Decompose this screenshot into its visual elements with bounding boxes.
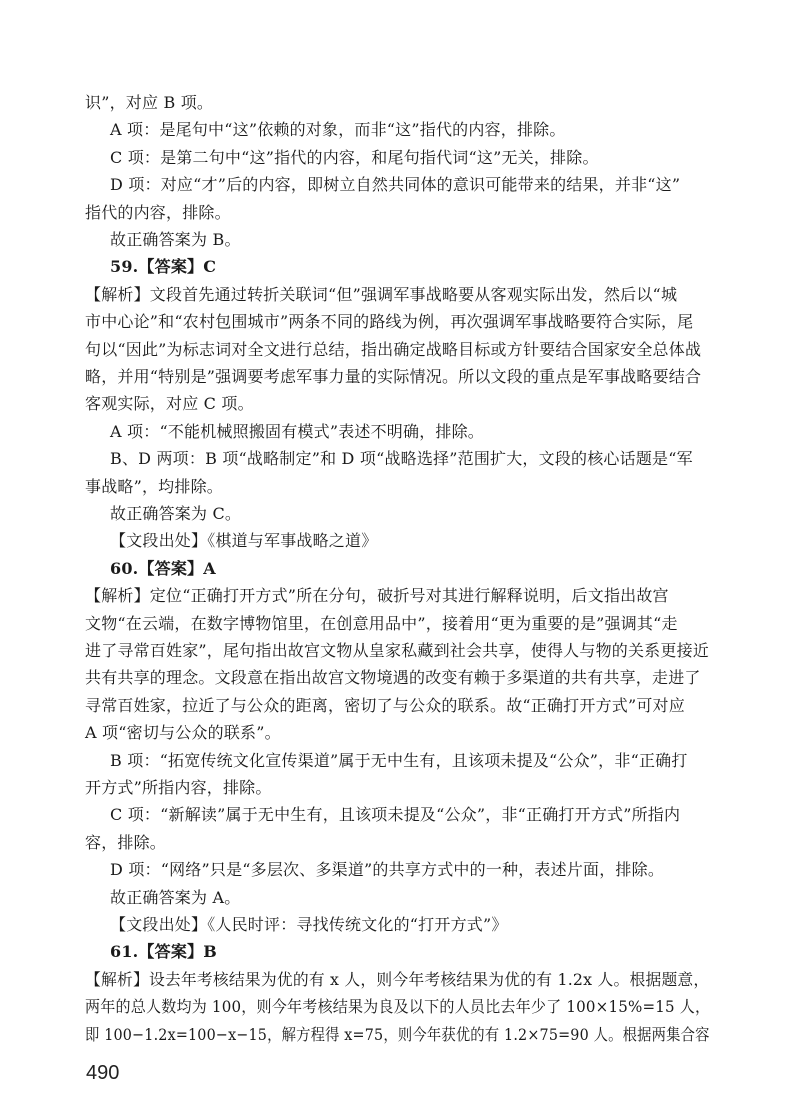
text-line: 61.【答案】B xyxy=(110,942,217,961)
text-line: 文物“在云端，在数字博物馆里，在创意用品中”，接着用“更为重要的是”强调其“走 xyxy=(85,614,678,633)
text-line: 客观实际，对应 C 项。 xyxy=(85,394,254,413)
text-line: 容，排除。 xyxy=(85,833,167,852)
text-line: 60.【答案】A xyxy=(110,559,216,578)
text-line: 寻常百姓家，拉近了与公众的距离，密切了与公众的联系。故“正确打开方式”可对应 xyxy=(85,696,685,715)
text-line: C 项：是第二句中“这”指代的内容，和尾句指代词“这”无关，排除。 xyxy=(110,148,599,167)
text-line: C 项：“新解读”属于无中生有，且该项未提及“公众”，非“正确打开方式”所指内 xyxy=(110,805,681,824)
text-line: D 项：对应“才”后的内容，即树立自然共同体的意识可能带来的结果，并非“这” xyxy=(110,175,681,194)
text-line: 开方式”所指内容，排除。 xyxy=(85,778,272,797)
text-line: 句以“因此”为标志词对全文进行总结，指出确定战略目标或方针要结合国家安全总体战 xyxy=(85,340,702,359)
text-line: 故正确答案为 B。 xyxy=(110,230,241,249)
text-line: 故正确答案为 A。 xyxy=(110,888,241,907)
text-line: 指代的内容，排除。 xyxy=(85,203,231,222)
text-line: 59.【答案】C xyxy=(110,257,217,276)
text-line: 故正确答案为 C。 xyxy=(110,504,242,523)
text-line: 识”，对应 B 项。 xyxy=(85,93,214,112)
text-line: A 项“密切与公众的联系”。 xyxy=(85,723,281,742)
text-line: 共有共享的理念。文段意在指出故宫文物境遇的改变有赖于多渠道的共有共享，走进了 xyxy=(85,668,701,687)
text-line: A 项：“不能机械照搬固有模式”表述不明确，排除。 xyxy=(110,422,485,441)
text-line: B 项：“拓宽传统文化宣传渠道”属于无中生有，且该项未提及“公众”，非“正确打 xyxy=(110,751,688,770)
text-line: 市中心论”和“农村包围城市”两条不同的路线为例，再次强调军事战略要符合实际，尾 xyxy=(85,312,694,331)
text-line: A 项：是尾句中“这”依赖的对象，而非“这”指代的内容，排除。 xyxy=(110,120,566,139)
text-line: 【文段出处】《人民时评：寻找传统文化的“打开方式”》 xyxy=(110,915,508,934)
text-line: D 项：“网络”只是“多层次、多渠道”的共享方式中的一种，表述片面，排除。 xyxy=(110,860,665,879)
text-line: B、D 两项：B 项“战略制定”和 D 项“战略选择”范围扩大，文段的核心话题是“军 xyxy=(110,449,693,468)
page-number: 490 xyxy=(86,1062,120,1084)
text-line: 【文段出处】《棋道与军事战略之道》 xyxy=(110,531,378,550)
text-line: 进了寻常百姓家”，尾句指出故宫文物从皇家私藏到社会共享，使得人与物的关系更接近 xyxy=(85,641,709,660)
text-line: 即 100−1.2x=100−x−15，解方程得 x=75，则今年获优的有 1.2×75=90 人。根据两集合容 xyxy=(85,1025,710,1044)
text-line: 【解析】设去年考核结果为优的有 x 人，则今年考核结果为优的有 1.2x 人。根据题意， xyxy=(85,970,710,989)
text-line: 两年的总人数均为 100，则今年考核结果为良及以下的人员比去年少了 100×15%=15 人， xyxy=(85,997,711,1016)
text-line: 【解析】文段首先通过转折关联词“但”强调军事战略要从客观实际出发，然后以“城 xyxy=(85,285,678,304)
text-line: 事战略”，均排除。 xyxy=(85,477,223,496)
text-line: 略，并用“特别是”强调要考虑军事力量的实际情况。所以文段的重点是军事战略要结合 xyxy=(85,367,702,386)
text-line: 【解析】定位“正确打开方式”所在分句，破折号对其进行解释说明，后文指出故宫 xyxy=(85,586,669,605)
